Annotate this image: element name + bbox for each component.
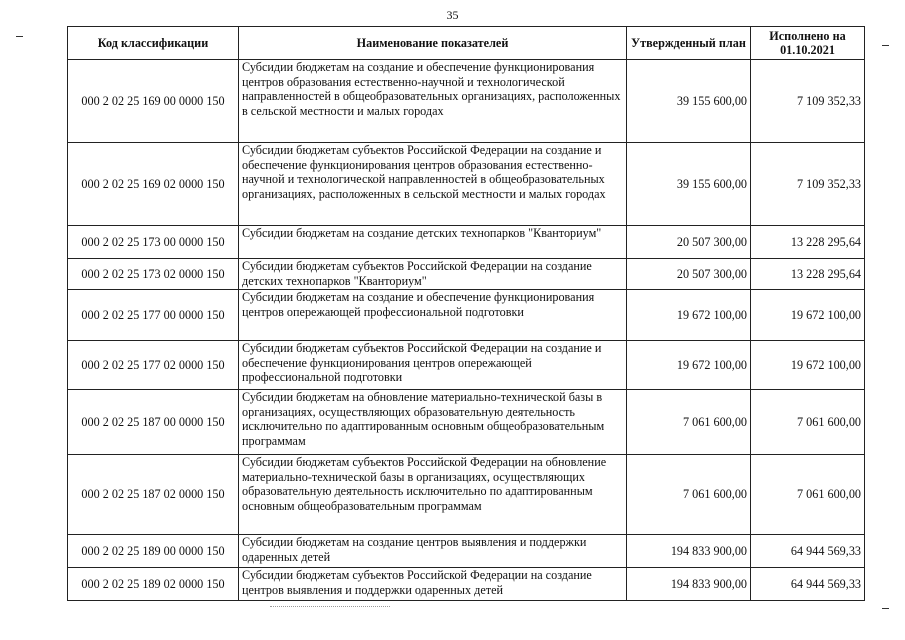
- row-code: 000 2 02 25 177 02 0000 150: [68, 341, 239, 390]
- row-code: 000 2 02 25 169 00 0000 150: [68, 60, 239, 143]
- table-row: [68, 259, 865, 290]
- table-header-row: [68, 27, 865, 60]
- row-name: Субсидии бюджетам субъектов Российской Федерации на создание центров выявления и поддержки одаренных детей: [239, 568, 627, 601]
- table-row: [68, 290, 865, 341]
- row-name: Субсидии бюджетам субъектов Российской Федерации на обновление материально-технической базы в организациях, осуществляющих образовательную деятельность исключительно по адаптированным основным общеобразовательным программам: [239, 455, 627, 535]
- row-plan: 39 155 600,00: [627, 60, 751, 143]
- row-code: 000 2 02 25 173 02 0000 150: [68, 259, 239, 290]
- row-plan: 7 061 600,00: [627, 390, 751, 455]
- row-executed: 64 944 569,33: [751, 568, 865, 601]
- row-plan: 20 507 300,00: [627, 259, 751, 290]
- row-code: 000 2 02 25 187 00 0000 150: [68, 390, 239, 455]
- header-plan: Утвержденный план: [627, 27, 751, 60]
- row-name: Субсидии бюджетам субъектов Российской Федерации на создание и обеспечение функционирования центров опережающей профессиональной подготовки: [239, 341, 627, 390]
- row-code: 000 2 02 25 169 02 0000 150: [68, 143, 239, 226]
- row-executed: 13 228 295,64: [751, 259, 865, 290]
- row-plan: 19 672 100,00: [627, 290, 751, 341]
- row-executed: 7 061 600,00: [751, 390, 865, 455]
- row-executed: 7 061 600,00: [751, 455, 865, 535]
- row-name: Субсидии бюджетам на создание и обеспечение функционирования центров образования естественно-научной и технологической направленностей в общеобразовательных организациях, расположенных в сельской местности и малых городах: [239, 60, 627, 143]
- row-code: 000 2 02 25 173 00 0000 150: [68, 226, 239, 259]
- row-name: Субсидии бюджетам на создание центров выявления и поддержки одаренных детей: [239, 535, 627, 568]
- scan-artifact: [270, 606, 390, 611]
- row-executed: 19 672 100,00: [751, 290, 865, 341]
- row-executed: 13 228 295,64: [751, 226, 865, 259]
- table-row: [68, 455, 865, 535]
- header-code: Код классификации: [68, 27, 239, 60]
- scan-margin-mark: [882, 608, 889, 609]
- row-executed: 7 109 352,33: [751, 143, 865, 226]
- row-plan: 7 061 600,00: [627, 455, 751, 535]
- table-row: [68, 226, 865, 259]
- row-plan: 39 155 600,00: [627, 143, 751, 226]
- table-row: [68, 143, 865, 226]
- row-name: Субсидии бюджетам на обновление материально-технической базы в организациях, осуществляющих образовательную деятельность исключительно по адаптированным основным общеобразовательным программам: [239, 390, 627, 455]
- scan-margin-mark: [16, 36, 23, 37]
- page-number: 35: [446, 8, 459, 22]
- row-name: Субсидии бюджетам субъектов Российской Федерации на создание и обеспечение функционирования центров образования естественно-научной и технологической направленностей в общеобразовательных организациях, расположенных в сельской местности и малых городах: [239, 143, 627, 226]
- table-row: [68, 390, 865, 455]
- table-row: [68, 535, 865, 568]
- row-name: Субсидии бюджетам на создание и обеспечение функционирования центров опережающей профессиональной подготовки: [239, 290, 627, 341]
- row-plan: 19 672 100,00: [627, 341, 751, 390]
- header-name: Наименование показателей: [239, 27, 627, 60]
- table-row: [68, 60, 865, 143]
- scan-margin-mark: [882, 45, 889, 46]
- row-code: 000 2 02 25 187 02 0000 150: [68, 455, 239, 535]
- row-code: 000 2 02 25 189 02 0000 150: [68, 568, 239, 601]
- row-plan: 194 833 900,00: [627, 568, 751, 601]
- table-row: [68, 341, 865, 390]
- row-name: Субсидии бюджетам субъектов Российской Федерации на создание детских технопарков "Кванториум": [239, 259, 627, 290]
- header-executed: Исполнено на 01.10.2021: [751, 27, 865, 60]
- row-code: 000 2 02 25 189 00 0000 150: [68, 535, 239, 568]
- row-plan: 194 833 900,00: [627, 535, 751, 568]
- budget-table: [67, 26, 865, 601]
- table-row: [68, 568, 865, 601]
- row-plan: 20 507 300,00: [627, 226, 751, 259]
- row-name: Субсидии бюджетам на создание детских технопарков "Кванториум": [239, 226, 627, 259]
- row-code: 000 2 02 25 177 00 0000 150: [68, 290, 239, 341]
- row-executed: 64 944 569,33: [751, 535, 865, 568]
- row-executed: 19 672 100,00: [751, 341, 865, 390]
- row-executed: 7 109 352,33: [751, 60, 865, 143]
